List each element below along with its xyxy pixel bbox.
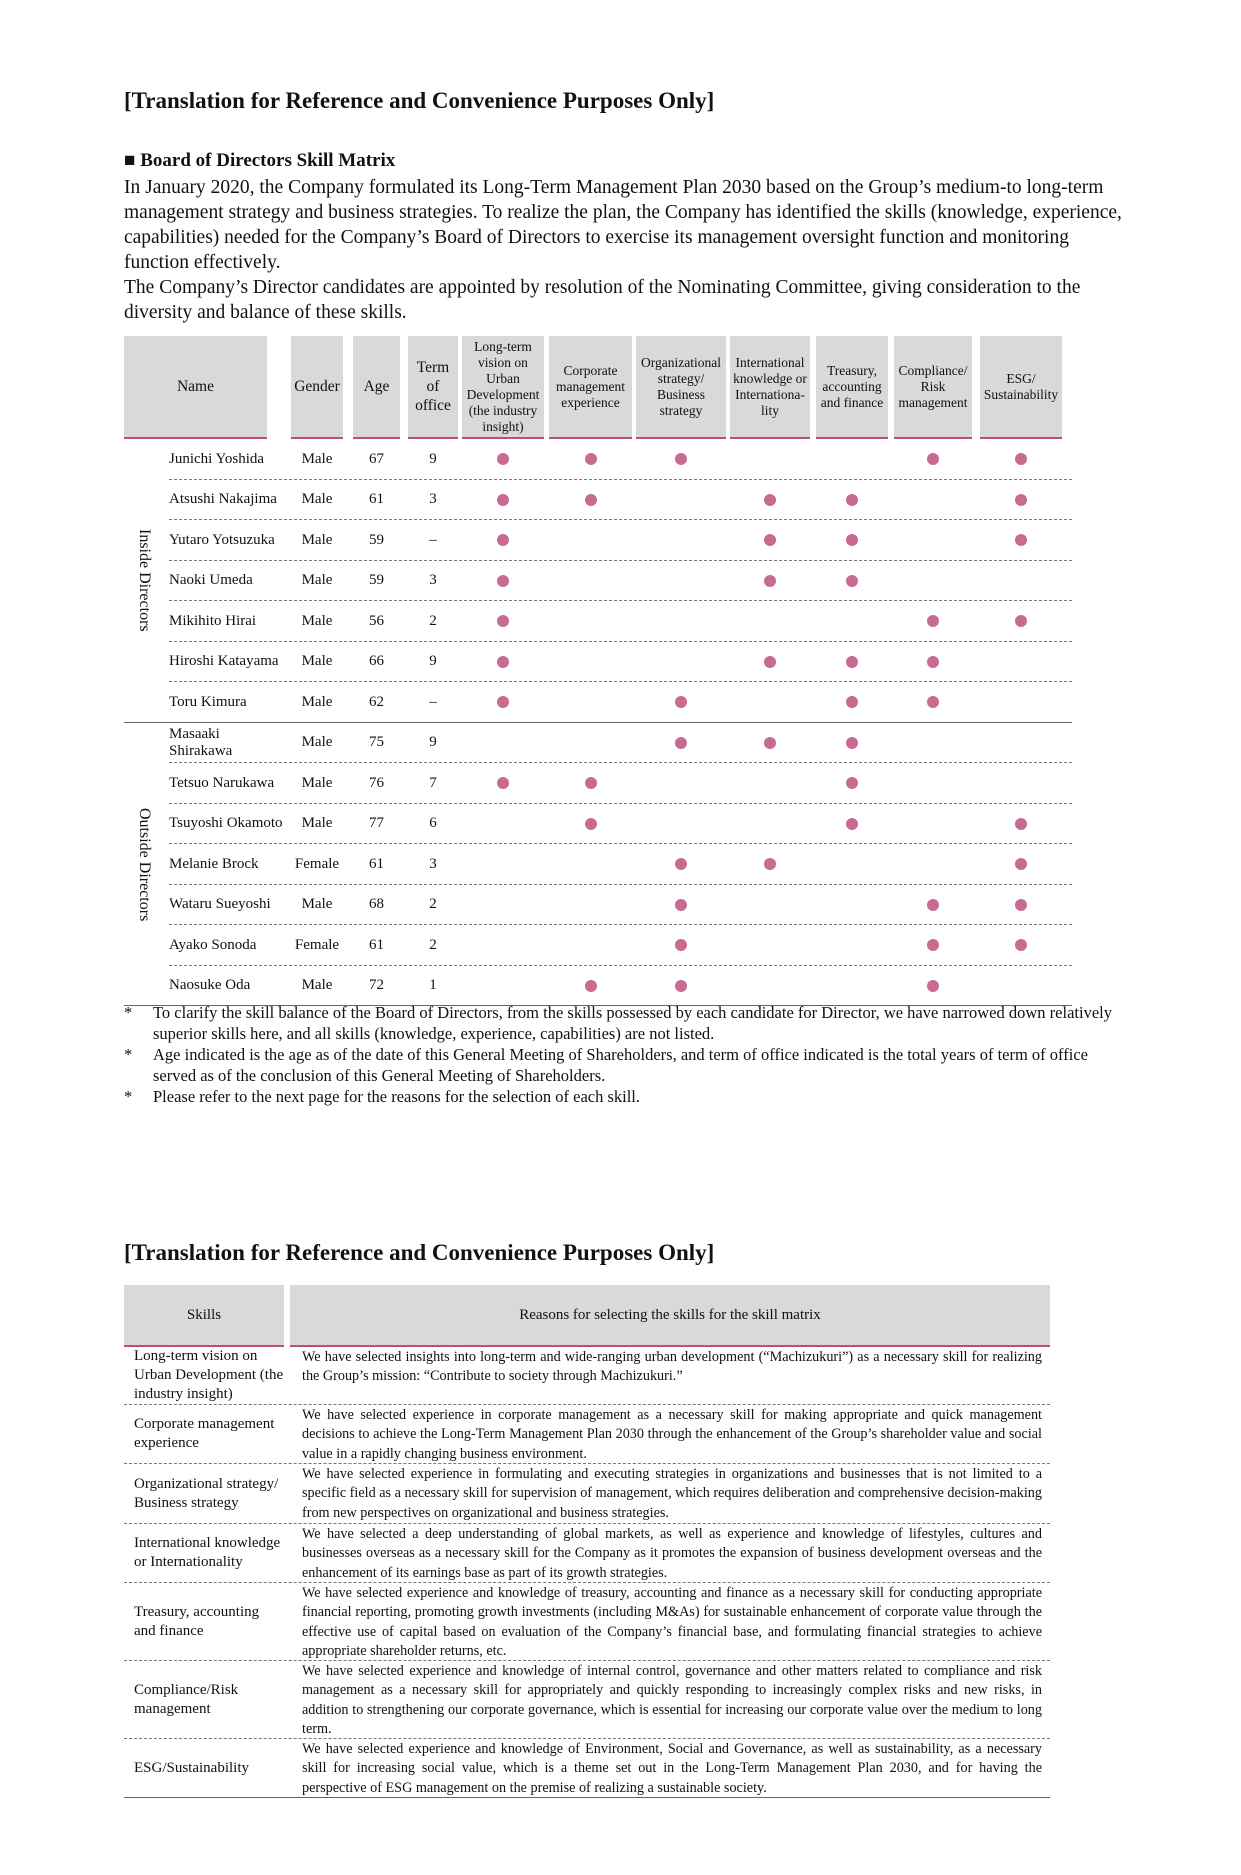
director-term: 3 xyxy=(429,491,437,508)
header-age: Age xyxy=(353,336,400,439)
skill-cell xyxy=(730,520,810,561)
skill-dot-icon xyxy=(497,453,509,465)
table-row xyxy=(124,561,1072,602)
skill-cell xyxy=(462,480,544,521)
director-name: Yutaro Yotsuzuka xyxy=(169,531,275,548)
header-skill: Organizational strategy/ Business strategy xyxy=(636,336,726,439)
skill-dot-icon xyxy=(585,980,597,992)
skill-cell xyxy=(462,885,544,926)
director-age: 61 xyxy=(369,491,384,508)
skill-cell xyxy=(636,966,726,1007)
director-gender: Female xyxy=(294,855,340,872)
skill-cell xyxy=(980,642,1062,683)
skill-cell xyxy=(549,601,632,642)
director-age: 61 xyxy=(369,936,384,953)
skill-cell xyxy=(816,601,888,642)
skill-cell xyxy=(636,925,726,966)
director-age: 75 xyxy=(369,734,384,751)
director-term: – xyxy=(429,693,437,710)
skill-dot-icon xyxy=(846,777,858,789)
skill-cell xyxy=(894,804,972,845)
skill-cell xyxy=(894,885,972,926)
skill-cell xyxy=(636,520,726,561)
table-row xyxy=(124,1405,1050,1464)
skill-cell xyxy=(980,885,1062,926)
director-term: 9 xyxy=(429,653,437,670)
header-skill: Compliance/ Risk management xyxy=(894,336,972,439)
skill-cell xyxy=(816,966,888,1007)
table-row xyxy=(124,1347,1050,1405)
director-term: 9 xyxy=(429,450,437,467)
intro-paragraph: The Company’s Director candidates are appointed by resolution of the Nominating Committee, giving consideration to the diversity and balance of these skills. xyxy=(124,277,1081,323)
director-gender: Male xyxy=(301,531,333,548)
skill-dot-icon xyxy=(927,615,939,627)
footnotes xyxy=(124,1002,1124,1107)
director-name: Tetsuo Narukawa xyxy=(169,774,275,791)
skill-reason: We have selected experience and knowledge of internal control, governance and other matters related to compliance and risk management as a necessary skill for appropriately and quickly responding to increasingly complex risks and new risks, in addition to strengthening our corporate governance, which is essential for increasing our corporate value over the medium to long term. xyxy=(302,1663,1042,1738)
skill-reasons-header xyxy=(124,1285,1050,1347)
director-name: Junichi Yoshida xyxy=(169,450,265,467)
skill-cell xyxy=(730,804,810,845)
director-term: 7 xyxy=(429,774,437,791)
footnote-mark: * xyxy=(124,1087,133,1106)
skill-dot-icon xyxy=(675,939,687,951)
skill-reason: We have selected experience in corporate management as a necessary skill for making appropriate and quick management decisions to achieve the Long-Term Management Plan 2030 through the enhancement of the Group’s shareholder value and social value in a rapidly changing business environment. xyxy=(302,1407,1042,1462)
skill-dot-icon xyxy=(1015,899,1027,911)
skill-dot-icon xyxy=(675,858,687,870)
skill-cell xyxy=(816,925,888,966)
header-skill: Corporate management experience xyxy=(549,336,632,439)
skill-matrix-table xyxy=(124,336,1072,1006)
skill-name: ESG/Sustainability xyxy=(134,1759,250,1776)
skill-cell xyxy=(462,642,544,683)
skill-cell xyxy=(462,763,544,804)
skill-cell xyxy=(894,763,972,804)
director-age: 66 xyxy=(369,653,384,670)
table-row xyxy=(124,804,1072,845)
director-name: Melanie Brock xyxy=(169,855,259,872)
skill-cell xyxy=(894,642,972,683)
director-age: 56 xyxy=(369,612,384,629)
skill-name: Organizational strategy/ Business strategy xyxy=(134,1475,279,1511)
skill-cell xyxy=(636,601,726,642)
footnote xyxy=(124,1044,1124,1086)
skill-dot-icon xyxy=(846,494,858,506)
director-term: 9 xyxy=(429,734,437,751)
header-skill: International knowledge or Internationa-lity xyxy=(730,336,810,439)
skill-cell xyxy=(636,480,726,521)
skill-cell xyxy=(894,723,972,764)
footnote-mark: * xyxy=(124,1003,133,1022)
skill-dot-icon xyxy=(764,858,776,870)
skill-cell xyxy=(730,601,810,642)
skill-cell xyxy=(462,439,544,480)
skill-cell xyxy=(730,561,810,602)
skill-dot-icon xyxy=(927,656,939,668)
skill-cell xyxy=(730,885,810,926)
director-gender: Male xyxy=(301,450,333,467)
skill-dot-icon xyxy=(846,737,858,749)
director-term: 6 xyxy=(429,815,437,832)
skill-dot-icon xyxy=(675,696,687,708)
skill-cell xyxy=(980,439,1062,480)
table-row xyxy=(124,966,1072,1007)
header-skills: Skills xyxy=(124,1285,284,1347)
table-row xyxy=(124,925,1072,966)
skill-reasons-table xyxy=(124,1285,1050,1798)
footnote-mark: * xyxy=(124,1045,133,1064)
skill-cell xyxy=(730,925,810,966)
director-gender: Male xyxy=(301,774,333,791)
skill-cell xyxy=(980,480,1062,521)
skill-cell xyxy=(980,966,1062,1007)
skill-dot-icon xyxy=(846,656,858,668)
director-gender: Female xyxy=(294,936,340,953)
skill-dot-icon xyxy=(1015,615,1027,627)
skill-cell xyxy=(549,804,632,845)
director-name: Naoki Umeda xyxy=(169,572,253,589)
table-row xyxy=(124,1739,1050,1798)
header-term: Term of office xyxy=(408,336,458,439)
skill-matrix-body xyxy=(124,439,1072,1006)
skill-reason: We have selected experience and knowledge of treasury, accounting and finance as a necessary skill for conducting appropriate financial reporting, promoting growth investments (including M&As) for sustainable enhancement of corporate value through the effective use of capital based on evaluation of the Company’s financial base, and formulating financial strategies to achieve appropriate shareholder returns, etc. xyxy=(302,1585,1042,1660)
director-age: 61 xyxy=(369,855,384,872)
director-age: 68 xyxy=(369,896,384,913)
skill-cell xyxy=(636,804,726,845)
table-row xyxy=(124,439,1072,480)
skill-dot-icon xyxy=(675,453,687,465)
director-age: 67 xyxy=(369,450,384,467)
skill-dot-icon xyxy=(764,494,776,506)
skill-cell xyxy=(462,966,544,1007)
skill-cell xyxy=(980,804,1062,845)
director-name: Masaaki Shirakawa xyxy=(169,725,233,759)
table-row xyxy=(124,642,1072,683)
skill-dot-icon xyxy=(846,575,858,587)
table-row xyxy=(124,844,1072,885)
skill-cell xyxy=(462,682,544,723)
skill-dot-icon xyxy=(764,534,776,546)
skill-dot-icon xyxy=(497,696,509,708)
footnote xyxy=(124,1002,1124,1044)
skill-cell xyxy=(980,763,1062,804)
skill-cell xyxy=(894,682,972,723)
skill-cell xyxy=(980,561,1062,602)
skill-dot-icon xyxy=(675,899,687,911)
table-row xyxy=(124,1661,1050,1739)
header-skill: Treasury, accounting and finance xyxy=(816,336,888,439)
skill-cell xyxy=(549,480,632,521)
skill-cell xyxy=(730,642,810,683)
director-age: 76 xyxy=(369,774,384,791)
skill-cell xyxy=(980,682,1062,723)
skill-cell xyxy=(980,723,1062,764)
skill-cell xyxy=(894,844,972,885)
translation-header: [Translation for Reference and Convenience Purposes Only] xyxy=(124,1240,715,1265)
skill-dot-icon xyxy=(927,980,939,992)
skill-name: Treasury, accounting and finance xyxy=(134,1603,260,1639)
skill-cell xyxy=(549,682,632,723)
skill-dot-icon xyxy=(1015,534,1027,546)
skill-dot-icon xyxy=(1015,494,1027,506)
director-gender: Male xyxy=(301,653,333,670)
skill-dot-icon xyxy=(497,777,509,789)
director-gender: Male xyxy=(301,491,333,508)
director-gender: Male xyxy=(301,815,333,832)
section-title: ■ Board of Directors Skill Matrix xyxy=(124,150,396,171)
skill-name: Long-term vision on Urban Development (the industry insight) xyxy=(134,1348,284,1402)
footnote-text: Please refer to the next page for the reasons for the selection of each skill. xyxy=(153,1087,641,1106)
header-skill: Long-term vision on Urban Development (the industry insight) xyxy=(462,336,544,439)
director-gender: Male xyxy=(301,734,333,751)
skill-dot-icon xyxy=(675,980,687,992)
skill-cell xyxy=(636,642,726,683)
skill-cell xyxy=(549,561,632,602)
skill-cell xyxy=(462,723,544,764)
skill-name: Compliance/Risk management xyxy=(134,1681,239,1717)
header-gender: Gender xyxy=(291,336,343,439)
table-row xyxy=(124,480,1072,521)
skill-cell xyxy=(636,682,726,723)
skill-cell xyxy=(980,601,1062,642)
skill-cell xyxy=(636,561,726,602)
skill-dot-icon xyxy=(764,575,776,587)
skill-cell xyxy=(549,966,632,1007)
skill-cell xyxy=(816,844,888,885)
skill-dot-icon xyxy=(764,656,776,668)
director-gender: Male xyxy=(301,977,333,994)
skill-cell xyxy=(816,520,888,561)
table-row xyxy=(124,682,1072,723)
skill-cell xyxy=(636,439,726,480)
skill-cell xyxy=(462,561,544,602)
skill-cell xyxy=(730,844,810,885)
skill-cell xyxy=(980,844,1062,885)
director-name: Ayako Sonoda xyxy=(169,936,257,953)
skill-cell xyxy=(549,885,632,926)
skill-dot-icon xyxy=(1015,858,1027,870)
skill-cell xyxy=(816,763,888,804)
table-row xyxy=(124,1583,1050,1661)
table-row xyxy=(124,723,1072,764)
skill-cell xyxy=(549,439,632,480)
skill-cell xyxy=(549,925,632,966)
skill-cell xyxy=(816,723,888,764)
director-term: 2 xyxy=(429,936,437,953)
skill-cell xyxy=(549,844,632,885)
skill-dot-icon xyxy=(585,818,597,830)
skill-cell xyxy=(816,885,888,926)
table-row xyxy=(124,885,1072,926)
skill-cell xyxy=(980,520,1062,561)
director-name: Atsushi Nakajima xyxy=(169,491,277,508)
director-name: Hiroshi Katayama xyxy=(169,653,279,670)
skill-cell xyxy=(816,439,888,480)
skill-dot-icon xyxy=(846,818,858,830)
skill-cell xyxy=(730,439,810,480)
skill-cell xyxy=(636,763,726,804)
skill-cell xyxy=(636,723,726,764)
skill-cell xyxy=(980,925,1062,966)
skill-cell xyxy=(816,480,888,521)
skill-cell xyxy=(894,561,972,602)
skill-dot-icon xyxy=(764,737,776,749)
skill-cell xyxy=(816,642,888,683)
table-row xyxy=(124,763,1072,804)
skill-dot-icon xyxy=(497,575,509,587)
skill-cell xyxy=(816,682,888,723)
director-gender: Male xyxy=(301,612,333,629)
director-term: 2 xyxy=(429,896,437,913)
skill-cell xyxy=(730,682,810,723)
skill-cell xyxy=(730,763,810,804)
director-term: 3 xyxy=(429,572,437,589)
skill-reason: We have selected a deep understanding of global markets, as well as experience and knowledge of lifestyles, cultures and businesses overseas as a necessary skill for the Company as it promotes the expansion of business development overseas and the enhancement of its earnings base as part of its growth strategies. xyxy=(302,1526,1042,1581)
skill-dot-icon xyxy=(497,534,509,546)
director-age: 62 xyxy=(369,693,384,710)
skill-cell xyxy=(816,804,888,845)
skill-cell xyxy=(636,844,726,885)
header-skill: ESG/ Sustainability xyxy=(980,336,1062,439)
table-row xyxy=(124,601,1072,642)
skill-reasons-body xyxy=(124,1347,1050,1798)
director-age: 77 xyxy=(369,815,384,832)
skill-cell xyxy=(462,925,544,966)
director-name: Tsuyoshi Okamoto xyxy=(169,815,283,832)
skill-dot-icon xyxy=(927,899,939,911)
table-row xyxy=(124,520,1072,561)
skill-dot-icon xyxy=(1015,939,1027,951)
skill-dot-icon xyxy=(846,534,858,546)
director-term: 3 xyxy=(429,855,437,872)
skill-cell xyxy=(816,561,888,602)
intro-paragraph: In January 2020, the Company formulated its Long-Term Management Plan 2030 based on the Group’s medium-to long-term management strategy and business strategies. To realize the plan, the Company has identified the skills (knowledge, experience, capabilities) needed for the Company’s Board of Directors to exercise its management oversight function and monitoring function effectively. xyxy=(124,177,1122,273)
skill-dot-icon xyxy=(675,737,687,749)
skill-dot-icon xyxy=(846,696,858,708)
skill-cell xyxy=(549,520,632,561)
footnote-text: Age indicated is the age as of the date of this General Meeting of Shareholders, and term of office indicated is the total years of term of office served as of the conclusion of this General Meeting of Shareholders. xyxy=(153,1045,1088,1085)
skill-cell xyxy=(462,520,544,561)
director-gender: Male xyxy=(301,693,333,710)
skill-cell xyxy=(894,480,972,521)
director-age: 72 xyxy=(369,977,384,994)
skill-reason: We have selected insights into long-term and wide-ranging urban development (“Machizukuri”) as a necessary skill for realizing the Group’s mission: “Contribute to society through Machizukuri.” xyxy=(302,1349,1042,1385)
footnote-text: To clarify the skill balance of the Board of Directors, from the skills possessed by each candidate for Director, we have narrowed down relatively superior skills here, and all skills (knowledge, experience, capabilities) are not listed. xyxy=(153,1003,1112,1043)
skill-reason: We have selected experience and knowledge of Environment, Social and Governance, as well as sustainability, as a necessary skill for increasing social value, which is a theme set out in the Long-Term Management Plan 2030, and for having the perspective of ESG management on the premise of realizing a sustainable society. xyxy=(302,1741,1042,1796)
skill-cell xyxy=(894,601,972,642)
skill-cell xyxy=(730,723,810,764)
director-term: 2 xyxy=(429,612,437,629)
skill-dot-icon xyxy=(927,453,939,465)
skill-dot-icon xyxy=(585,777,597,789)
table-row xyxy=(124,1524,1050,1583)
footnote xyxy=(124,1086,1124,1107)
skill-dot-icon xyxy=(585,453,597,465)
skill-cell xyxy=(462,804,544,845)
skill-cell xyxy=(462,844,544,885)
group-label-outside: Outside Directors xyxy=(136,807,153,921)
skill-name: International knowledge or Internationality xyxy=(134,1535,281,1570)
director-age: 59 xyxy=(369,531,384,548)
skill-cell xyxy=(549,723,632,764)
skill-dot-icon xyxy=(497,656,509,668)
skill-reason: We have selected experience in formulating and executing strategies in organizations and businesses that is not limited to a specific field as a necessary skill for supervision of management, which requires deliberation and comprehensive decision-making from new perspectives on organizational and business strategies. xyxy=(302,1466,1042,1521)
director-age: 59 xyxy=(369,572,384,589)
skill-cell xyxy=(894,439,972,480)
director-name: Toru Kimura xyxy=(169,693,247,710)
director-term: 1 xyxy=(429,977,437,994)
director-gender: Male xyxy=(301,896,333,913)
translation-header: [Translation for Reference and Convenience Purposes Only] xyxy=(124,88,715,113)
intro-text xyxy=(124,175,1124,325)
group-label-inside: Inside Directors xyxy=(136,529,153,633)
skill-dot-icon xyxy=(585,494,597,506)
skill-cell xyxy=(636,885,726,926)
director-name: Wataru Sueyoshi xyxy=(169,896,271,913)
skill-matrix-header xyxy=(124,336,1072,439)
skill-dot-icon xyxy=(497,615,509,627)
skill-cell xyxy=(730,480,810,521)
skill-name: Corporate management experience xyxy=(134,1416,275,1451)
skill-cell xyxy=(894,925,972,966)
header-reasons: Reasons for selecting the skills for the skill matrix xyxy=(290,1285,1050,1347)
skill-cell xyxy=(894,966,972,1007)
skill-cell xyxy=(549,763,632,804)
skill-dot-icon xyxy=(927,939,939,951)
skill-dot-icon xyxy=(497,494,509,506)
header-name: Name xyxy=(124,336,267,439)
director-gender: Male xyxy=(301,572,333,589)
skill-dot-icon xyxy=(927,696,939,708)
table-row xyxy=(124,1464,1050,1524)
skill-cell xyxy=(462,601,544,642)
skill-cell xyxy=(549,642,632,683)
director-name: Mikihito Hirai xyxy=(169,612,257,629)
skill-cell xyxy=(730,966,810,1007)
skill-dot-icon xyxy=(1015,453,1027,465)
director-name: Naosuke Oda xyxy=(169,977,251,994)
skill-cell xyxy=(894,520,972,561)
skill-dot-icon xyxy=(1015,818,1027,830)
director-term: – xyxy=(429,531,437,548)
